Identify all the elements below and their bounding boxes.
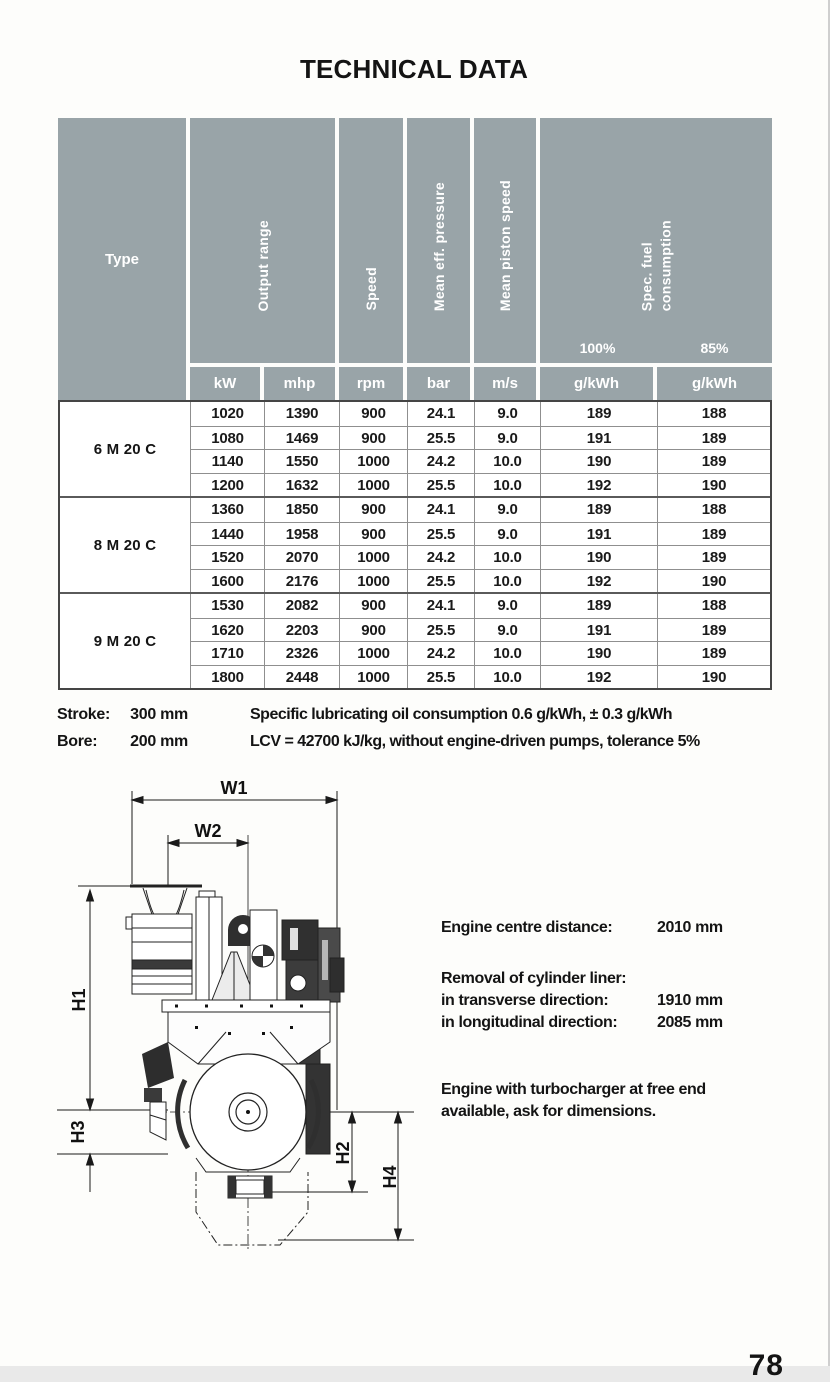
table-cell: 189 [657,522,770,546]
page-number: 78 [748,1349,784,1382]
table-cell: 1000 [339,449,407,473]
oil-consumption-note: Specific lubricating oil consumption 0.6 g/kWh, ± 0.3 g/kWh [250,706,672,723]
bore-value: 200 mm [130,733,188,750]
table-cell: 1800 [190,665,264,689]
table-cell: 9.0 [474,426,540,450]
unit-gkwh-100: g/kWh [540,367,653,400]
unit-rpm: rpm [339,367,403,400]
table-cell: 24.1 [407,498,474,522]
table-cell: 24.2 [407,545,474,569]
table-cell: 25.5 [407,473,474,497]
header-output-range-label: Output range [254,219,271,311]
table-cell: 191 [540,618,657,642]
table-cell: 2070 [264,545,339,569]
table-cell: 189 [540,498,657,522]
table-cell: 192 [540,569,657,593]
engine-group-9m20c [60,592,770,688]
table-cell: 10.0 [474,449,540,473]
dim-label-h1: H1 [69,988,89,1012]
table-cell: 9.0 [474,498,540,522]
table-cell: 1550 [264,449,339,473]
stroke-bore-notes [57,706,188,760]
table-cell: 900 [339,498,407,522]
table-cell: 900 [339,594,407,618]
table-cell: 25.5 [407,569,474,593]
table-cell: 10.0 [474,545,540,569]
table-cell: 1000 [339,473,407,497]
turbo-note-line2: available, ask for dimensions. [441,1103,656,1120]
header-mean-piston-speed [474,118,536,363]
table-cell: 190 [657,569,770,593]
table-cell: 190 [540,641,657,665]
bore-row [57,733,188,760]
dim-label-w2: W2 [194,821,222,841]
technical-data-table [58,118,772,690]
table-cell: 9.0 [474,402,540,426]
table-cell: 1958 [264,522,339,546]
table-cell: 1000 [339,641,407,665]
engine-dimension-drawing [55,770,445,1255]
longitudinal-value: 2085 mm [657,1014,723,1031]
table-data-area [58,400,772,690]
centre-distance-value: 2010 mm [657,919,723,936]
table-cell: 1360 [190,498,264,522]
table-cell: 190 [540,449,657,473]
longitudinal-label: in longitudinal direction: [441,1014,618,1031]
table-cell: 2326 [264,641,339,665]
header-speed [339,118,403,363]
liner-title: Removal of cylinder liner: [441,970,627,987]
table-cell: 2448 [264,665,339,689]
table-cell: 10.0 [474,641,540,665]
header-type [58,118,186,400]
table-cell: 191 [540,522,657,546]
unit-kw: kW [190,367,260,400]
dim-label-w1: W1 [220,778,248,798]
table-cell: 25.5 [407,665,474,689]
engine-group-6m20c [60,402,770,496]
table-cell: 24.1 [407,594,474,618]
table-cell: 190 [540,545,657,569]
dim-label-h4: H4 [380,1165,400,1189]
bore-label: Bore: [57,733,98,750]
table-cell: 1080 [190,426,264,450]
engine-type: 6 M 20 C [93,440,157,458]
table-cell: 24.2 [407,449,474,473]
page-title: TECHNICAL DATA [299,54,529,84]
header-load-85: 85% [700,340,729,356]
table-cell: 188 [657,594,770,618]
lcv-note: LCV = 42700 kJ/kg, without engine-driven pumps, tolerance 5% [250,733,700,750]
table-cell: 10.0 [474,665,540,689]
engine-type: 8 M 20 C [93,536,157,554]
table-cell: 900 [339,522,407,546]
header-mean-eff-pressure [407,118,470,363]
header-type-label: Type [105,250,139,268]
table-cell: 1530 [190,594,264,618]
table-cell: 900 [339,618,407,642]
table-cell: 25.5 [407,618,474,642]
table-cell: 191 [540,426,657,450]
transverse-label: in transverse direction: [441,992,609,1009]
unit-ms: m/s [474,367,536,400]
table-cell: 900 [339,426,407,450]
table-cell: 9.0 [474,594,540,618]
table-cell: 1000 [339,545,407,569]
dimension-info-block [441,919,801,1125]
stroke-label: Stroke: [57,706,111,723]
header-speed-label: Speed [363,267,379,311]
table-cell: 188 [657,498,770,522]
dim-label-h2: H2 [333,1141,353,1165]
table-cell: 192 [540,473,657,497]
table-cell: 10.0 [474,473,540,497]
engine-group-8m20c [60,496,770,592]
table-cell: 1440 [190,522,264,546]
centre-distance-row [441,919,801,941]
header-mean-eff-pressure-label: Mean eff. pressure [430,181,447,311]
table-cell: 9.0 [474,618,540,642]
engine-type: 9 M 20 C [93,632,157,650]
table-cell: 189 [657,618,770,642]
stroke-row [57,706,188,733]
unit-gkwh-85: g/kWh [657,367,772,400]
table-cell: 189 [540,402,657,426]
table-cell: 25.5 [407,522,474,546]
unit-mhp: mhp [264,367,335,400]
table-cell: 900 [339,402,407,426]
table-cell: 1520 [190,545,264,569]
table-cell: 9.0 [474,522,540,546]
table-cell: 10.0 [474,569,540,593]
header-output-range [190,118,335,363]
stroke-value: 300 mm [130,706,188,723]
table-cell: 1200 [190,473,264,497]
table-cell: 189 [657,449,770,473]
table-cell: 1600 [190,569,264,593]
turbo-note-line1: Engine with turbocharger at free end [441,1081,706,1098]
table-cell: 2082 [264,594,339,618]
table-cell: 1469 [264,426,339,450]
table-cell: 189 [657,641,770,665]
longitudinal-row [441,1014,801,1036]
centre-distance-label: Engine centre distance: [441,919,613,936]
table-cell: 24.2 [407,641,474,665]
table-cell: 1620 [190,618,264,642]
table-cell: 190 [657,473,770,497]
table-cell: 189 [540,594,657,618]
table-cell: 188 [657,402,770,426]
table-cell: 2203 [264,618,339,642]
header-spec-fuel-consumption [540,118,772,363]
table-cell: 1140 [190,449,264,473]
table-cell: 192 [540,665,657,689]
table-cell: 1020 [190,402,264,426]
table-cell: 189 [657,545,770,569]
table-cell: 1000 [339,665,407,689]
header-load-100: 100% [579,340,616,356]
table-cell: 1632 [264,473,339,497]
table-cell: 1850 [264,498,339,522]
table-cell: 2176 [264,569,339,593]
table-cell: 190 [657,665,770,689]
transverse-value: 1910 mm [657,992,723,1009]
table-cell: 1000 [339,569,407,593]
table-cell: 1710 [190,641,264,665]
dim-label-h3: H3 [68,1120,88,1144]
header-mean-piston-speed-label: Mean piston speed [497,179,513,311]
header-spec-fuel-consumption-label: Spec. fuel consumption [638,219,674,311]
table-cell: 189 [657,426,770,450]
transverse-row [441,992,801,1014]
table-cell: 1390 [264,402,339,426]
unit-bar: bar [407,367,470,400]
table-cell: 25.5 [407,426,474,450]
consumption-notes [250,706,700,760]
table-cell: 24.1 [407,402,474,426]
